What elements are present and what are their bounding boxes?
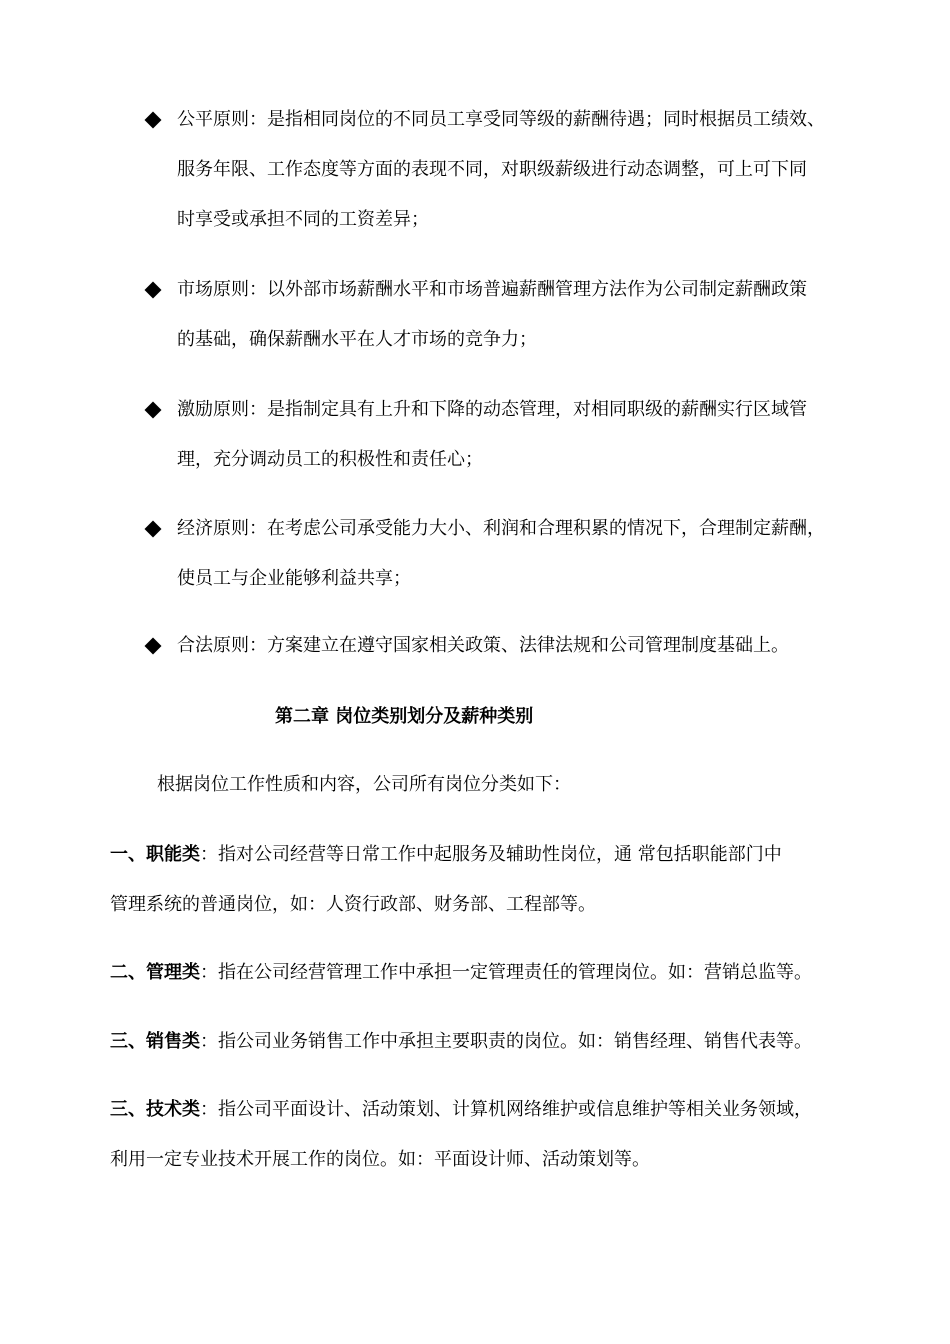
category-management: [110, 961, 812, 985]
principle-market-line-2: 的基础，确保薪酬水平在人才市场的竞争力；: [177, 329, 537, 350]
principle-legal-line-1: 合法原则：方案建立在遵守国家相关政策、法律法规和公司管理制度基础上。: [177, 635, 789, 656]
category-management-label: 二、管理类: [110, 962, 200, 983]
category-management-text: ：指在公司经营管理工作中承担一定管理责任的管理岗位。如：营销总监等。: [200, 962, 812, 983]
category-technical-text: ：指公司平面设计、活动策划、计算机网络维护或信息维护等相关业务领域，: [200, 1099, 812, 1120]
principle-market-line-1: 市场原则：以外部市场薪酬水平和市场普遍薪酬管理方法作为公司制定薪酬政策: [177, 279, 807, 300]
principle-fairness-line-3: 时享受或承担不同的工资差异；: [177, 209, 429, 230]
intro-paragraph: 根据岗位工作性质和内容，公司所有岗位分类如下：: [157, 774, 571, 795]
category-sales-label: 三、销售类: [110, 1031, 200, 1052]
diamond-bullet-icon: [145, 521, 162, 538]
diamond-bullet-icon: [145, 638, 162, 655]
category-functional-text: ：指对公司经营等日常工作中起服务及辅助性岗位，通 常包括职能部门中: [200, 844, 782, 865]
principle-incentive-line-2: 理，充分调动员工的积极性和责任心；: [177, 449, 483, 470]
category-functional: [110, 843, 782, 867]
principle-incentive-line-1: 激励原则：是指制定具有上升和下降的动态管理，对相同职级的薪酬实行区域管: [177, 399, 807, 420]
category-sales: [110, 1030, 812, 1054]
chapter-title: 第二章 岗位类别划分及薪种类别: [275, 706, 534, 727]
diamond-bullet-icon: [145, 282, 162, 299]
category-technical-cont: 利用一定专业技术开展工作的岗位。如：平面设计师、活动策划等。: [110, 1149, 650, 1170]
principle-fairness-line-2: 服务年限、工作态度等方面的表现不同，对职级薪级进行动态调整，可上可下同: [177, 159, 807, 180]
principle-economy-line-1: 经济原则：在考虑公司承受能力大小、利润和合理积累的情况下，合理制定薪酬，: [177, 518, 825, 539]
principle-fairness-line-1: 公平原则：是指相同岗位的不同员工享受同等级的薪酬待遇；同时根据员工绩效、: [177, 109, 825, 130]
diamond-bullet-icon: [145, 112, 162, 129]
category-functional-label: 一、职能类: [110, 844, 200, 865]
category-sales-text: ：指公司业务销售工作中承担主要职责的岗位。如：销售经理、销售代表等。: [200, 1031, 812, 1052]
diamond-bullet-icon: [145, 402, 162, 419]
category-technical: [110, 1098, 812, 1122]
category-technical-label: 三、技术类: [110, 1099, 200, 1120]
category-functional-cont: 管理系统的普通岗位，如：人资行政部、财务部、工程部等。: [110, 894, 596, 915]
principle-economy-line-2: 使员工与企业能够利益共享；: [177, 568, 411, 589]
